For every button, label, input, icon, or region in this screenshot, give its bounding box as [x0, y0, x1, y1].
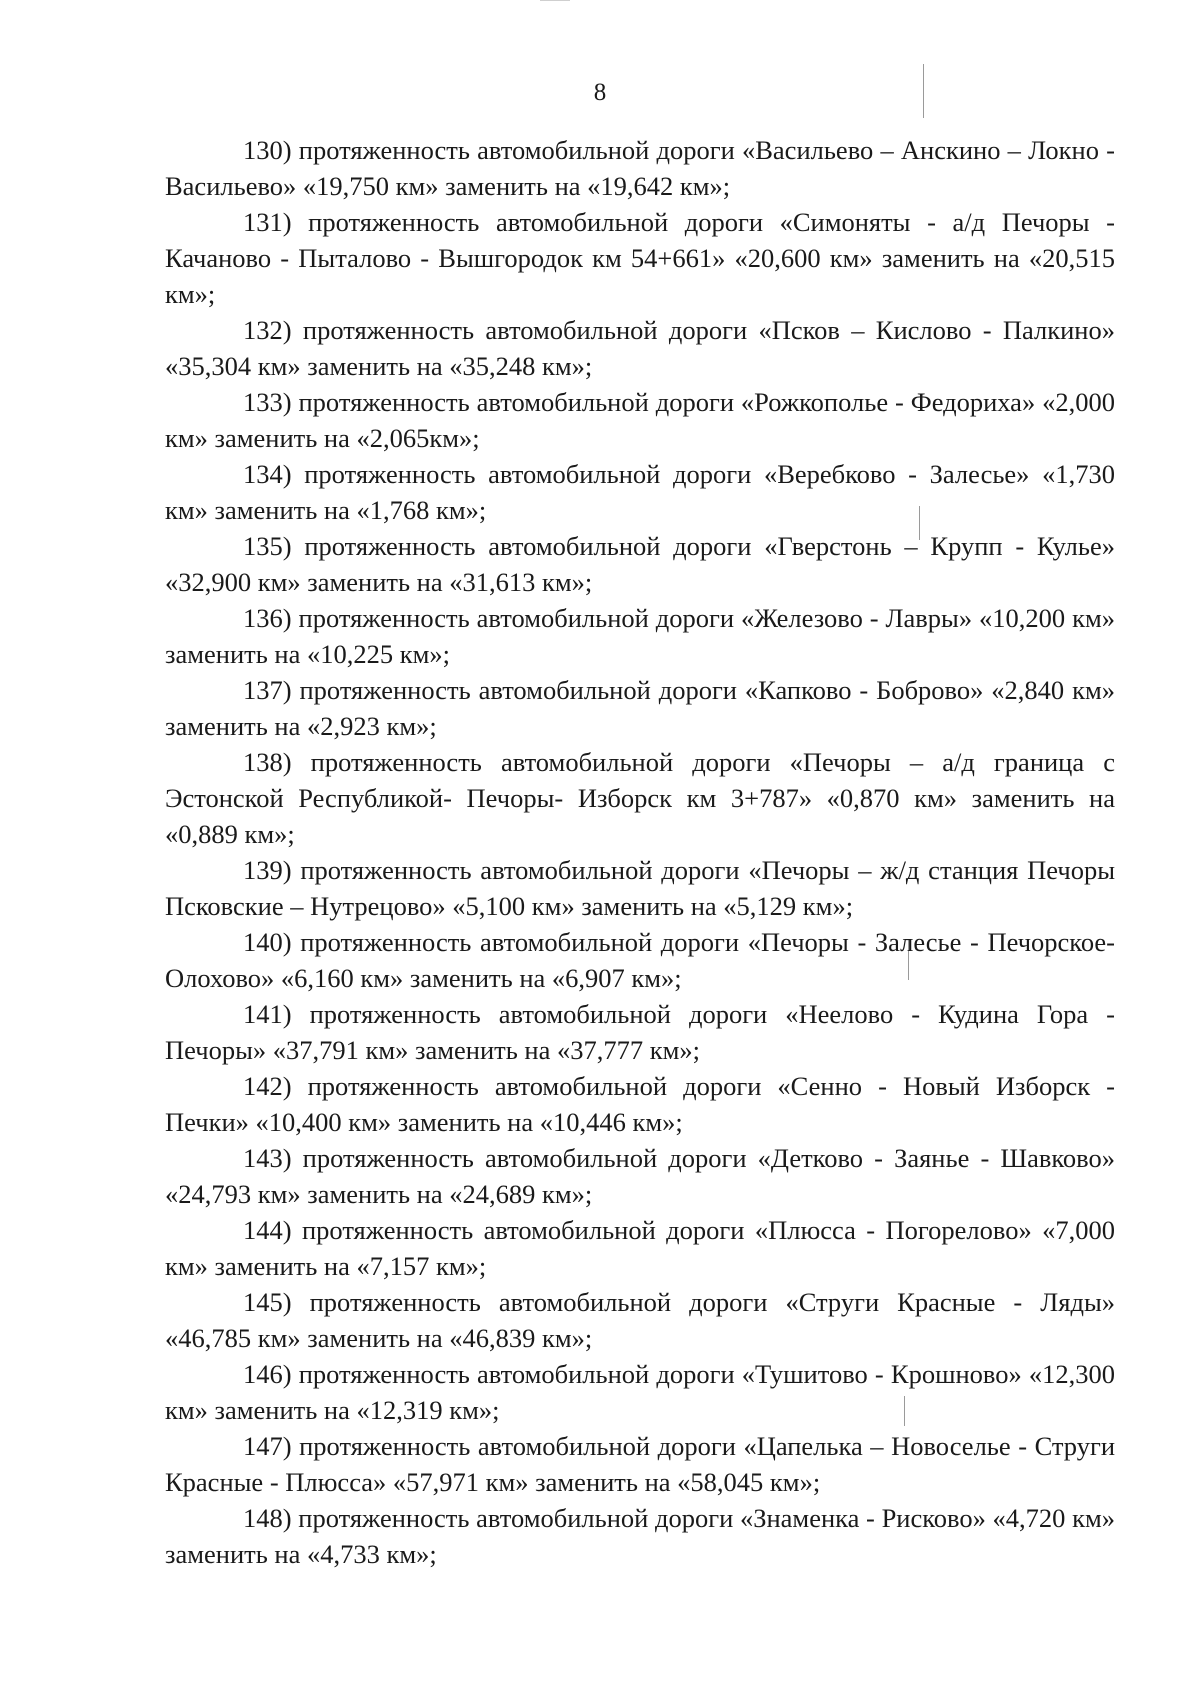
- page-number: 8: [593, 79, 607, 106]
- list-item-142: 142) протяженность автомобильной дороги «Сенно - Новый Изборск - Печки» «10,400 км» заменить на «10,446 км»;: [165, 1071, 1115, 1137]
- list-item-140: 140) протяженность автомобильной дороги «Печоры - Залесье - Печорское-Олохово» «6,160 км» заменить на «6,907 км»;: [165, 927, 1115, 993]
- list-item-139: 139) протяженность автомобильной дороги «Печоры – ж/д станция Печоры Псковские – Нутрецово» «5,100 км» заменить на «5,129 км»;: [165, 855, 1115, 921]
- list-item-145: 145) протяженность автомобильной дороги «Струги Красные - Ляды» «46,785 км» заменить на «46,839 км»;: [165, 1287, 1115, 1353]
- scan-artifact-line: [540, 0, 570, 1]
- list-item-131: 131) протяженность автомобильной дороги «Симоняты - а/д Печоры - Качаново - Пыталово - Вышгородок км 54+661» «20,600 км» заменить на «20,515 км»;: [165, 207, 1115, 309]
- list-item-143: 143) протяженность автомобильной дороги «Детково - Заянье - Шавково» «24,793 км» заменить на «24,689 км»;: [165, 1143, 1115, 1209]
- list-item-135: 135) протяженность автомобильной дороги «Гверстонь – Крупп - Кулье» «32,900 км» заменить на «31,613 км»;: [165, 531, 1115, 597]
- list-item-132: 132) протяженность автомобильной дороги «Псков – Кислово - Палкино» «35,304 км» заменить на «35,248 км»;: [165, 315, 1115, 381]
- list-item-146: 146) протяженность автомобильной дороги «Тушитово - Крошново» «12,300 км» заменить на «12,319 км»;: [165, 1359, 1115, 1425]
- amendment-list: [165, 132, 1115, 1572]
- list-item-141: 141) протяженность автомобильной дороги «Неелово - Кудина Гора - Печоры» «37,791 км» заменить на «37,777 км»;: [165, 999, 1115, 1065]
- list-item-148: 148) протяженность автомобильной дороги «Знаменка - Рисково» «4,720 км» заменить на «4,733 км»;: [165, 1503, 1115, 1569]
- list-item-130: 130) протяженность автомобильной дороги «Васильево – Анскино – Локно - Васильево» «19,750 км» заменить на «19,642 км»;: [165, 135, 1115, 201]
- list-item-133: 133) протяженность автомобильной дороги «Рожкополье - Федориха» «2,000 км» заменить на «2,065км»;: [165, 387, 1115, 453]
- list-item-134: 134) протяженность автомобильной дороги «Веребково - Залесье» «1,730 км» заменить на «1,768 км»;: [165, 459, 1115, 525]
- list-item-137: 137) протяженность автомобильной дороги «Капково - Боброво» «2,840 км» заменить на «2,923 км»;: [165, 675, 1115, 741]
- list-item-147: 147) протяженность автомобильной дороги «Цапелька – Новоселье - Струги Красные - Плюсса» «57,971 км» заменить на «58,045 км»;: [165, 1431, 1115, 1497]
- list-item-136: 136) протяженность автомобильной дороги «Железово - Лавры» «10,200 км» заменить на «10,225 км»;: [165, 603, 1115, 669]
- list-item-138: 138) протяженность автомобильной дороги «Печоры – а/д граница с Эстонской Республикой- Печоры- Изборск км 3+787» «0,870 км» заменить на «0,889 км»;: [165, 747, 1115, 849]
- list-item-144: 144) протяженность автомобильной дороги «Плюсса - Погорелово» «7,000 км» заменить на «7,157 км»;: [165, 1215, 1115, 1281]
